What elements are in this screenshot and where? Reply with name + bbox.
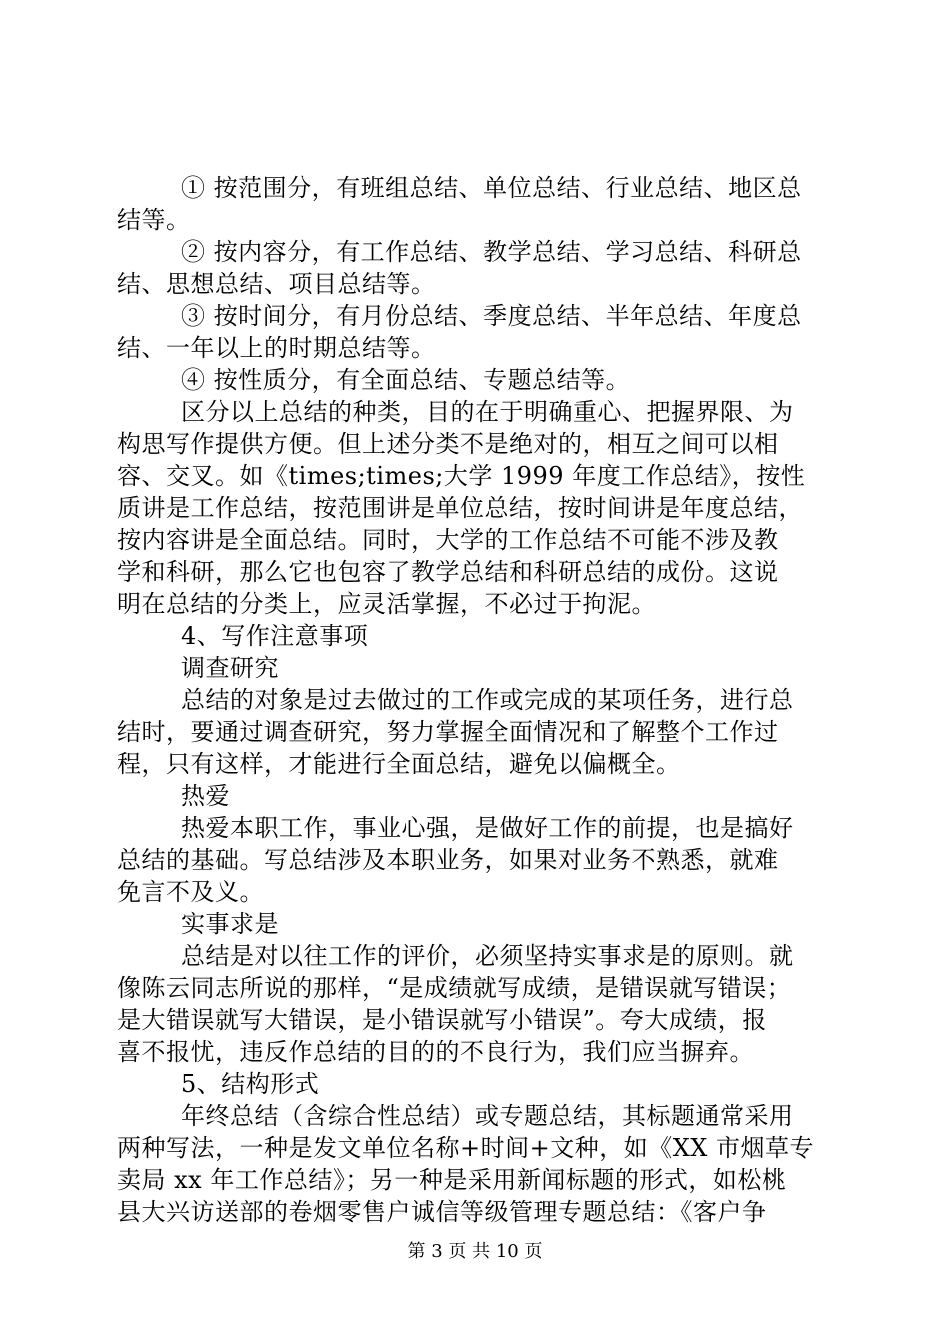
text-line: 热爱 [181, 782, 230, 810]
text-line: ② 按内容分，有工作总结、教学总结、学习总结、科研总 [181, 238, 802, 266]
text-line: 总结是对以往工作的评价，必须坚持实事求是的原则。就 [181, 942, 794, 970]
text-line: ③ 按时间分，有月份总结、季度总结、半年总结、年度总 [181, 302, 802, 330]
text-line: ① 按范围分，有班组总结、单位总结、行业总结、地区总 [181, 174, 802, 202]
text-line: 结、一年以上的时期总结等。 [117, 334, 436, 362]
text-line: 免言不及义。 [117, 878, 264, 906]
text-line: 构思写作提供方便。但上述分类不是绝对的，相互之间可以相 [117, 430, 779, 458]
text-line: 学和科研，那么它也包容了教学总结和科研总结的成份。这说 [117, 558, 779, 586]
text-line: 容、交叉。如《times;times;大学 1999 年度工作总结》，按性 [117, 462, 806, 490]
text-line: 县大兴访送部的卷烟零售户诚信等级管理专题总结：《客户争 [117, 1198, 767, 1226]
text-line: 4、写作注意事项 [181, 622, 369, 650]
page-footer: 第 3 页 共 10 页 [407, 1241, 543, 1262]
text-line: 实事求是 [181, 910, 279, 938]
text-line: 5、结构形式 [181, 1070, 320, 1098]
text-line: 总结的对象是过去做过的工作或完成的某项任务，进行总 [181, 686, 794, 714]
text-line: 结、思想总结、项目总结等。 [117, 270, 436, 298]
document-body [117, 172, 835, 1228]
text-line: 总结的基础。写总结涉及本职业务，如果对业务不熟悉，就难 [117, 846, 779, 874]
text-line: 明在总结的分类上，应灵活掌握，不必过于拘泥。 [117, 590, 656, 618]
text-line: 卖局 xx 年工作总结》；另一种是采用新闻标题的形式，如松桃 [117, 1166, 787, 1194]
text-line: 区分以上总结的种类，目的在于明确重心、把握界限、为 [181, 398, 794, 426]
text-line: 两种写法，一种是发文单位名称+时间+文种，如《XX 市烟草专 [117, 1134, 815, 1162]
text-line: 热爱本职工作，事业心强，是做好工作的前提，也是搞好 [181, 814, 794, 842]
text-line: 结等。 [117, 206, 191, 234]
text-line: 程，只有这样，才能进行全面总结，避免以偏概全。 [117, 750, 681, 778]
text-line: 喜不报忧，违反作总结的目的的不良行为，我们应当摒弃。 [117, 1038, 754, 1066]
text-line: 结时，要通过调查研究，努力掌握全面情况和了解整个工作过 [117, 718, 779, 746]
text-line: 像陈云同志所说的那样，“是成绩就写成绩，是错误就写错误； [117, 974, 792, 1002]
text-line: 质讲是工作总结，按范围讲是单位总结，按时间讲是年度总结， [117, 494, 803, 522]
text-line: 年终总结（含综合性总结）或专题总结，其标题通常采用 [181, 1102, 794, 1130]
text-line: 调查研究 [181, 654, 279, 682]
text-line: ④ 按性质分，有全面总结、专题总结等。 [181, 366, 631, 394]
text-line: 是大错误就写大错误，是小错误就写小错误”。夸大成绩，报 [117, 1006, 767, 1034]
text-line: 按内容讲是全面总结。同时，大学的工作总结不可能不涉及教 [117, 526, 779, 554]
